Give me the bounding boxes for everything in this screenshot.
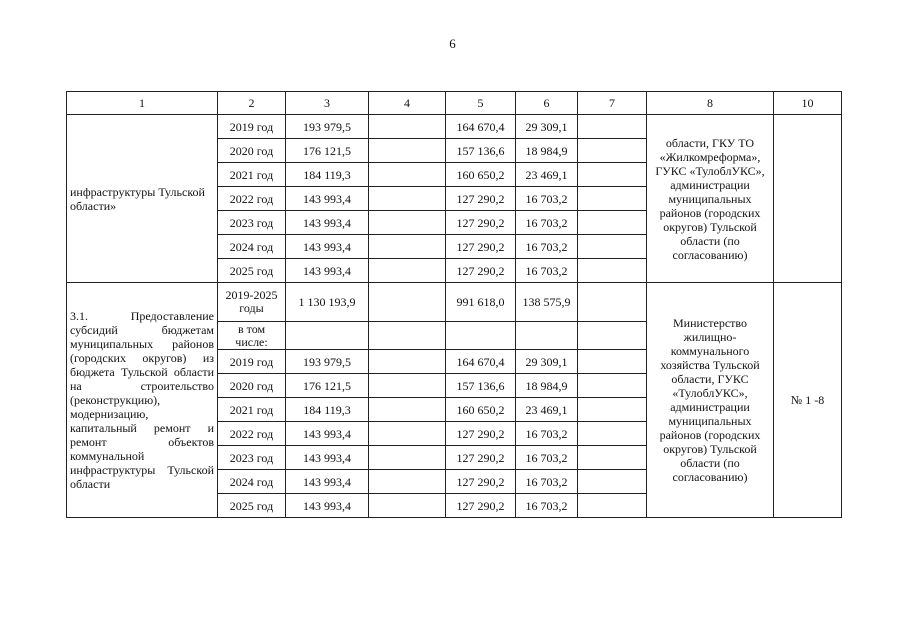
col5-cell: 127 290,2: [446, 259, 516, 283]
year-cell: 2024 год: [218, 235, 286, 259]
program-table: [66, 91, 842, 518]
col4-cell: [369, 163, 446, 187]
col5-cell: 164 670,4: [446, 115, 516, 139]
total-cell: [286, 322, 369, 350]
col4-cell: [369, 470, 446, 494]
header-cell: 2: [218, 92, 286, 115]
col6-cell: 16 703,2: [516, 235, 578, 259]
col4-cell: [369, 374, 446, 398]
col6-cell: 23 469,1: [516, 398, 578, 422]
year-cell: 2020 год: [218, 374, 286, 398]
col5-cell: 991 618,0: [446, 283, 516, 322]
col7-cell: [578, 187, 647, 211]
header-cell: 4: [369, 92, 446, 115]
col4-cell: [369, 322, 446, 350]
col4-cell: [369, 422, 446, 446]
col7-cell: [578, 211, 647, 235]
header-cell: 1: [67, 92, 218, 115]
year-cell: 2022 год: [218, 187, 286, 211]
col5-cell: 127 290,2: [446, 470, 516, 494]
col5-cell: 160 650,2: [446, 163, 516, 187]
col4-cell: [369, 398, 446, 422]
col6-cell: 16 703,2: [516, 470, 578, 494]
year-cell: 2021 год: [218, 398, 286, 422]
col6-cell: 16 703,2: [516, 494, 578, 518]
col7-cell: [578, 350, 647, 374]
col5-cell: [446, 322, 516, 350]
col5-cell: 157 136,6: [446, 139, 516, 163]
year-cell: 2022 год: [218, 422, 286, 446]
col7-cell: [578, 115, 647, 139]
total-cell: 176 121,5: [286, 139, 369, 163]
col7-cell: [578, 235, 647, 259]
col7-cell: [578, 470, 647, 494]
col6-cell: 16 703,2: [516, 422, 578, 446]
total-cell: 1 130 193,9: [286, 283, 369, 322]
header-cell: 8: [647, 92, 774, 115]
total-cell: 143 993,4: [286, 446, 369, 470]
year-cell: 2020 год: [218, 139, 286, 163]
total-cell: 143 993,4: [286, 211, 369, 235]
executors-cell: области, ГКУ ТО «Жилкомреформа», ГУКС «ТулоблУКС», администрации муниципальных районов (городских округов) Тульской области (по согласованию): [647, 115, 774, 283]
col4-cell: [369, 139, 446, 163]
col7-cell: [578, 163, 647, 187]
total-cell: 143 993,4: [286, 187, 369, 211]
including-label: в том числе:: [218, 322, 286, 350]
measure-title: инфраструктуры Тульской области»: [67, 115, 218, 283]
col5-cell: 127 290,2: [446, 235, 516, 259]
year-cell: 2025 год: [218, 494, 286, 518]
total-cell: 143 993,4: [286, 235, 369, 259]
total-cell: 193 979,5: [286, 115, 369, 139]
col5-cell: 127 290,2: [446, 494, 516, 518]
executors-cell: Министерство жилищно-коммунального хозяйства Тульской области, ГУКС «ТулоблУКС», администрации муниципальных районов (городских округов) Тульской области (по согласованию): [647, 283, 774, 518]
total-cell: 184 119,3: [286, 398, 369, 422]
col5-cell: 127 290,2: [446, 187, 516, 211]
total-cell: 143 993,4: [286, 422, 369, 446]
total-cell: 184 119,3: [286, 163, 369, 187]
total-cell: 143 993,4: [286, 494, 369, 518]
col5-cell: 157 136,6: [446, 374, 516, 398]
year-cell: 2023 год: [218, 446, 286, 470]
col7-cell: [578, 398, 647, 422]
year-cell: 2019 год: [218, 115, 286, 139]
col7-cell: [578, 374, 647, 398]
table-row: [67, 283, 842, 322]
page-number: 6: [449, 36, 456, 51]
col7-cell: [578, 422, 647, 446]
header-cell: 3: [286, 92, 369, 115]
col6-cell: 29 309,1: [516, 115, 578, 139]
measure-title: 3.1. Предоставление субсидий бюджетам муниципальных районов (городских округов) из бюджета Тульской области на строительство (реконструкцию), модернизацию, капитальный ремонт и ремонт объектов коммунальной инфраструктуры Тульской области: [67, 283, 218, 518]
header-row: [67, 92, 842, 115]
year-cell: 2021 год: [218, 163, 286, 187]
col5-cell: 164 670,4: [446, 350, 516, 374]
ref-cell: [774, 115, 842, 283]
year-cell: 2019 год: [218, 350, 286, 374]
col7-cell: [578, 259, 647, 283]
year-cell: 2025 год: [218, 259, 286, 283]
col7-cell: [578, 446, 647, 470]
col4-cell: [369, 187, 446, 211]
year-cell: 2019-2025 годы: [218, 283, 286, 322]
col4-cell: [369, 350, 446, 374]
col6-cell: 16 703,2: [516, 211, 578, 235]
col5-cell: 127 290,2: [446, 211, 516, 235]
col6-cell: 18 984,9: [516, 374, 578, 398]
table-row: [67, 115, 842, 139]
col7-cell: [578, 283, 647, 322]
total-cell: 143 993,4: [286, 259, 369, 283]
col7-cell: [578, 139, 647, 163]
header-cell: 5: [446, 92, 516, 115]
col5-cell: 160 650,2: [446, 398, 516, 422]
col4-cell: [369, 446, 446, 470]
col6-cell: 138 575,9: [516, 283, 578, 322]
total-cell: 143 993,4: [286, 470, 369, 494]
col7-cell: [578, 494, 647, 518]
total-cell: 193 979,5: [286, 350, 369, 374]
col4-cell: [369, 235, 446, 259]
col5-cell: 127 290,2: [446, 422, 516, 446]
total-cell: 176 121,5: [286, 374, 369, 398]
col7-cell: [578, 322, 647, 350]
col6-cell: 29 309,1: [516, 350, 578, 374]
col6-cell: 16 703,2: [516, 446, 578, 470]
col4-cell: [369, 259, 446, 283]
col4-cell: [369, 115, 446, 139]
col6-cell: [516, 322, 578, 350]
col4-cell: [369, 283, 446, 322]
col6-cell: 16 703,2: [516, 259, 578, 283]
header-cell: 6: [516, 92, 578, 115]
col6-cell: 18 984,9: [516, 139, 578, 163]
col6-cell: 23 469,1: [516, 163, 578, 187]
col4-cell: [369, 211, 446, 235]
ref-cell: № 1 -8: [774, 283, 842, 518]
col6-cell: 16 703,2: [516, 187, 578, 211]
year-cell: 2024 год: [218, 470, 286, 494]
year-cell: 2023 год: [218, 211, 286, 235]
header-cell: 10: [774, 92, 842, 115]
col5-cell: 127 290,2: [446, 446, 516, 470]
col4-cell: [369, 494, 446, 518]
header-cell: 7: [578, 92, 647, 115]
